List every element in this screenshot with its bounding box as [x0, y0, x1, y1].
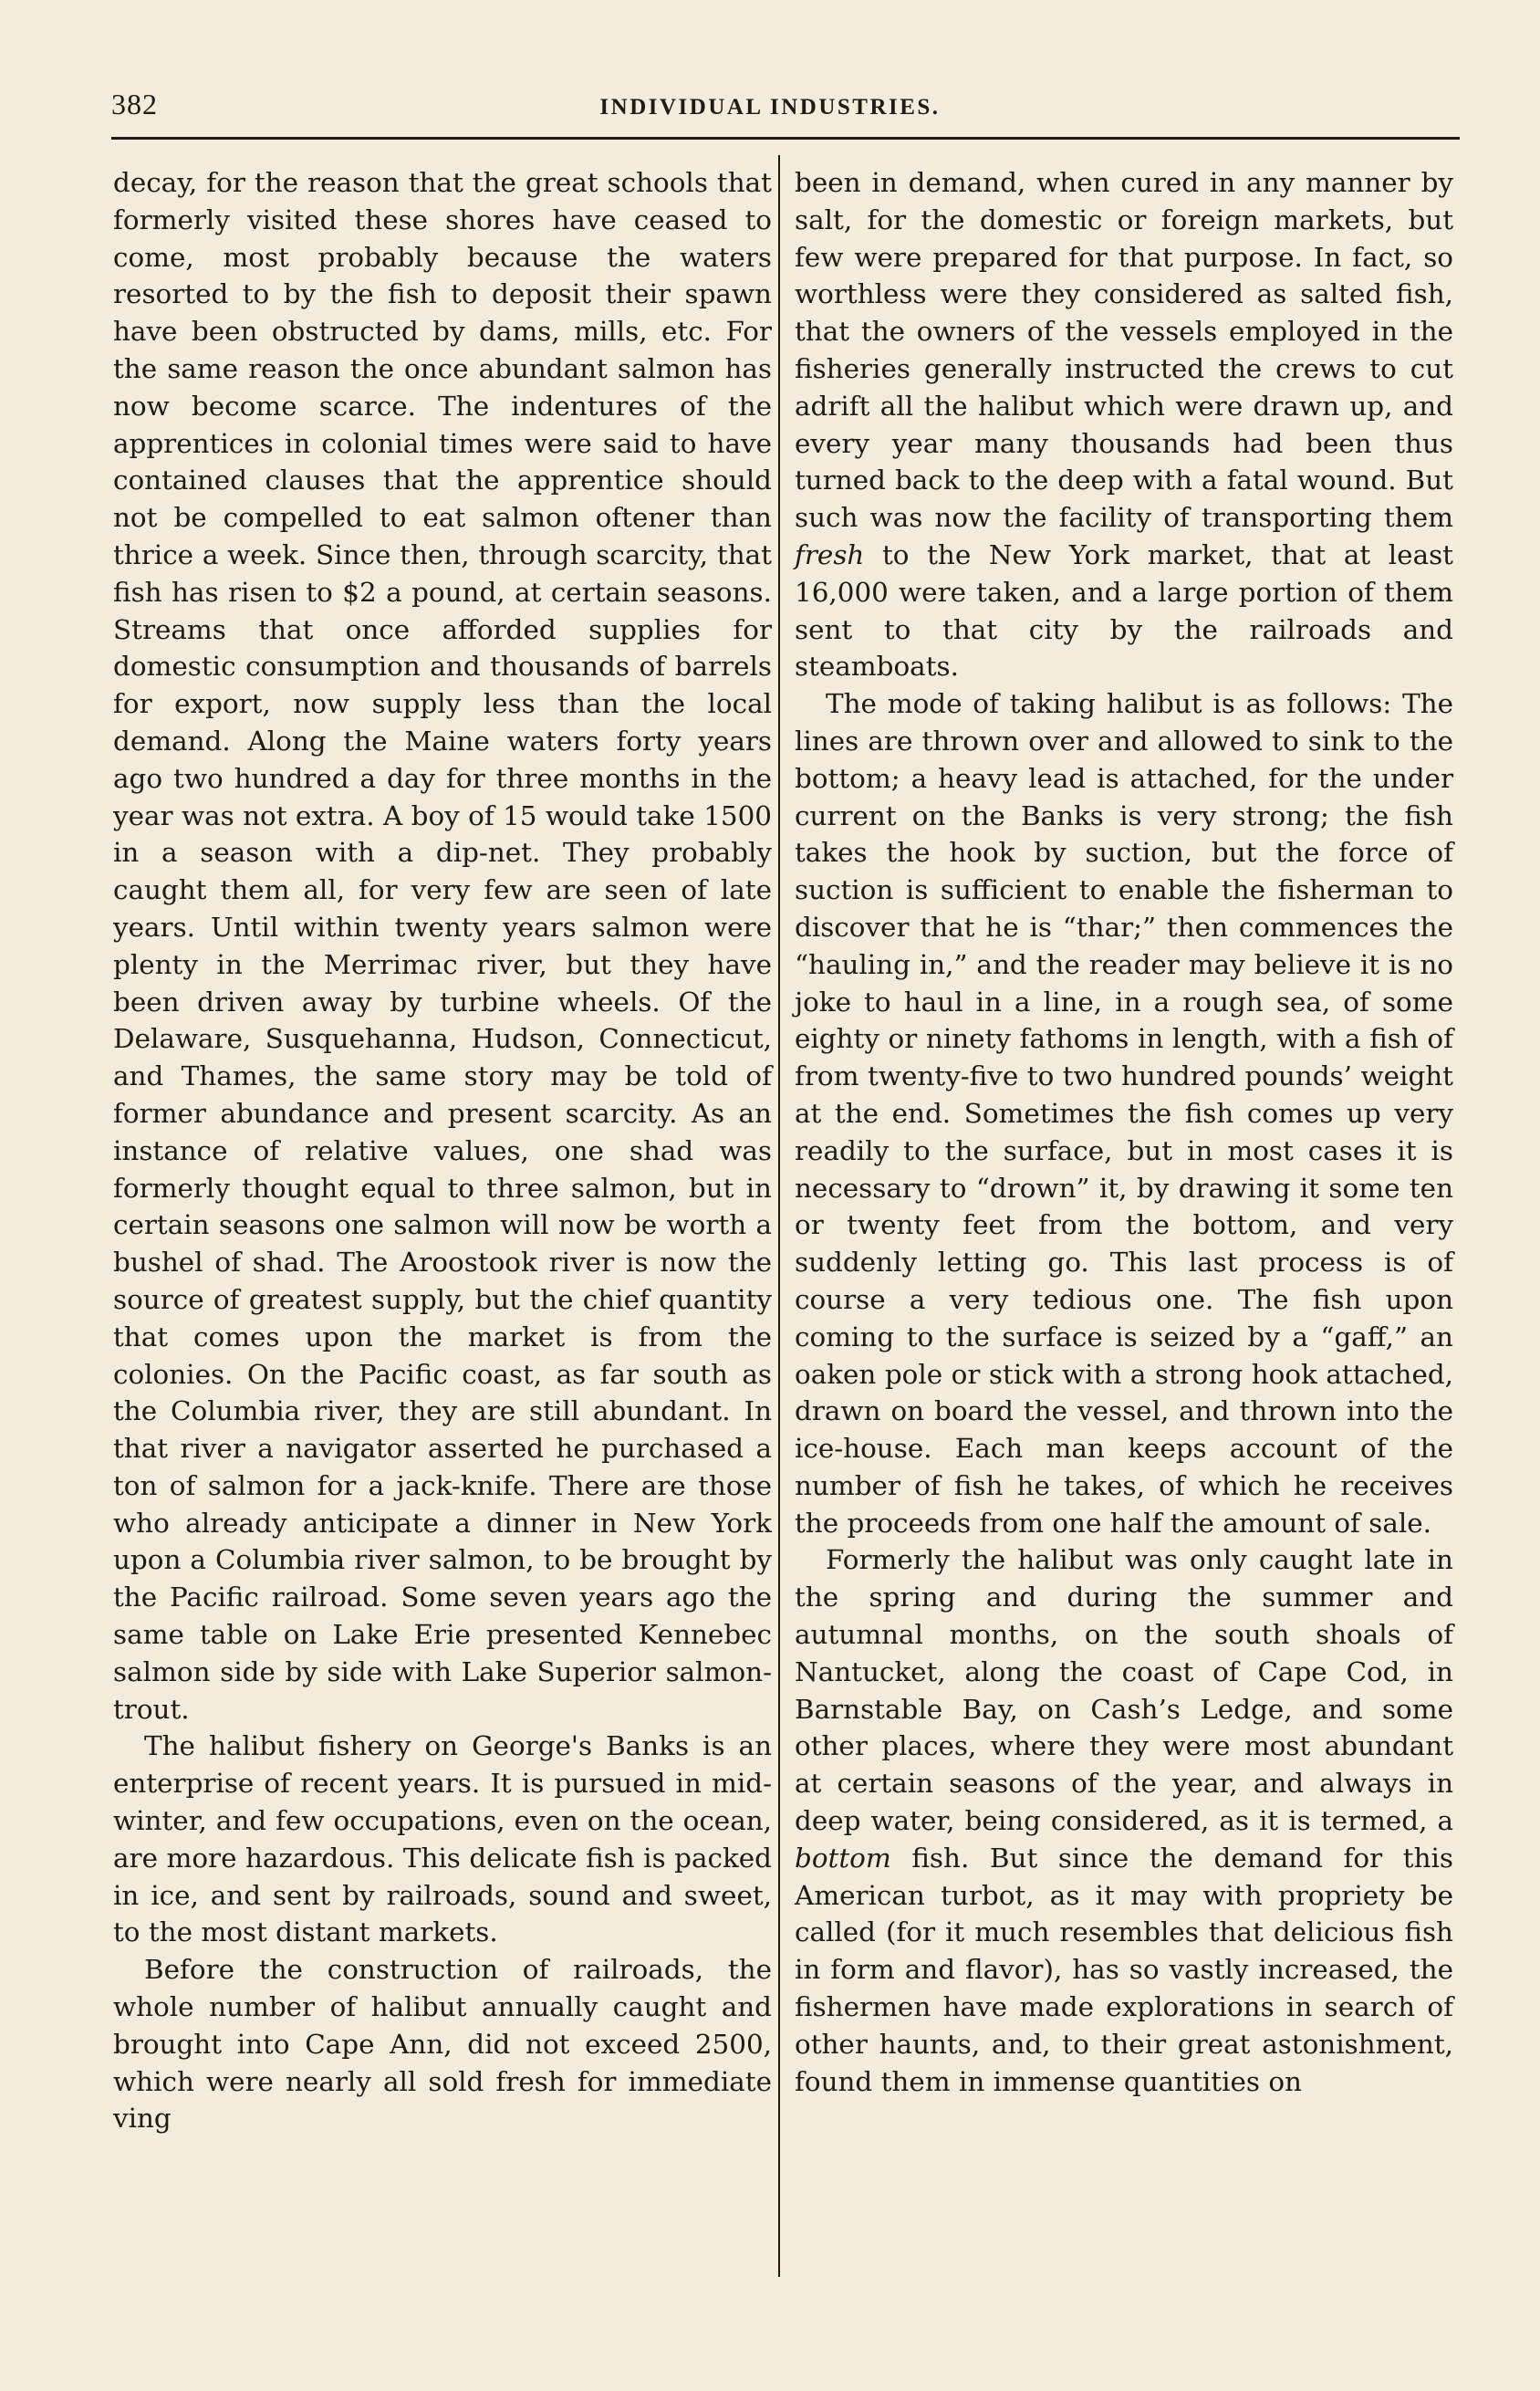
paragraph-salmon-decline: decay, for the reason that the great schools that formerly visited these shores have ceased to come, most probably because the waters resorted to by the fish to deposit their spawn have been obstructed by dams, mills, etc. For the same reason the once abundant salmon has now become scarce. The indentures of the apprentices in colonial times were said to have contained clauses that the apprentice should not be compelled to eat salmon oftener than thrice a week. Since then, through scarcity, that fish has risen to $2 a pound, at certain seasons. Streams that once afforded supplies for domestic consumption and thousands of barrels for export, now supply less than the local demand. Along the Maine waters forty years ago two hundred a day for three months in the year was not extra. A boy of 15 would take 1500 in a season with a dip-net. They probably caught them all, for very few are seen of late years. Until within twenty years salmon were plenty in the Merrimac river, but they have been driven away by turbine wheels. Of the Delaware, Susquehanna, Hudson, Connecticut, and Thames, the same story may be told of former abundance and present scarcity. As an instance of relative values, one shad was formerly thought equal to three salmon, but in certain seasons one salmon will now be worth a bushel of shad. The Aroostook river is now the source of greatest supply, but the chief quantity that comes upon the market is from the colonies. On the Pacific coast, as far south as the Columbia river, they are still abundant. In that river a navigator asserted he purchased a ton of salmon for a jack-knife. There are those who already anticipate a dinner in New York upon a Columbia river salmon, to be brought by the Pacific railroad. Some seven years ago the same table on Lake Erie presented Kennebec salmon side by side with Lake Superior salmon-trout. — [113, 167, 772, 1725]
paragraph-halibut-demand — [795, 164, 1453, 685]
page-number: 382 — [111, 88, 158, 120]
text-segment: to the New York market, that at least 16,000 were taken, and a large portion of them sent to that city by the railroads and steamboats. — [795, 538, 1453, 683]
text-segment: fish. But since the demand for this American turbot, as it may with propriety be called (for it much resembles that delicious fish in form and flavor), has so vastly increased, the fishermen have made explorations in search of other haunts, and, to their great astonishment, found them in immense quantities on — [795, 1842, 1453, 2097]
text-segment: Formerly the halibut was only caught late in the spring and during the summer and autumnal months, on the south shoals of Nantucket, along the coast of Cape Cod, in Barnstable Bay, on Cash’s Ledge, and some other places, where they were most abundant at certain seasons of the year, and always in deep water, being considered, as it is termed, a — [795, 1544, 1453, 1837]
left-column — [113, 164, 772, 2137]
header-rule — [111, 137, 1460, 140]
running-title: INDIVIDUAL INDUSTRIES. — [599, 95, 941, 120]
italic-word: bottom — [795, 1842, 891, 1874]
column-divider — [778, 155, 780, 2277]
paragraph-before-railroads: Before the construction of railroads, the whole number of halibut annually caught and brought into Cape Ann, did not exceed 2500, which were nearly all sold fresh for immediate ving — [113, 1954, 772, 2135]
text-segment: been in demand, when cured in any manner by salt, for the domestic or foreign markets, but few were prepared for that purpose. In fact, so worthless were they considered as salted fish, that the owners of the vessels employed in the fisheries generally instructed the crews to cut adrift all the halibut which were drawn up, and every year many thousands had been thus turned back to the deep with a fatal wound. But such was now the facility of transporting them — [795, 167, 1453, 534]
paragraph-halibut-fishery: The halibut fishery on George's Banks is an enterprise of recent years. It is pursued in mid-winter, and few occupations, even on the ocean, are more hazardous. This delicate fish is packed in ice, and sent by railroads, sound and sweet, to the most distant markets. — [113, 1730, 772, 1948]
right-column — [795, 164, 1453, 2100]
paragraph-mode-of-taking: The mode of taking halibut is as follows: The lines are thrown over and allowed to sink to the bottom; a heavy lead is attached, for the under current on the Banks is very strong; the fish takes the hook by suction, but the force of suction is sufficient to enable the fisherman to discover that he is “thar;” then commences the “hauling in,” and the reader may believe it is no joke to haul in a line, in a rough sea, of some eighty or ninety fathoms in length, with a fish of from twenty-five to two hundred pounds’ weight at the end. Sometimes the fish comes up very readily to the surface, but in most cases it is necessary to “drown” it, by drawing it some ten or twenty feet from the bottom, and very suddenly letting go. This last process is of course a very tedious one. The fish upon coming to the surface is seized by a “gaff,” an oaken pole or stick with a strong hook attached, drawn on board the vessel, and thrown into the ice-house. Each man keeps account of the number of fish he takes, of which he receives the proceeds from one half the amount of sale. — [795, 688, 1453, 1539]
paragraph-formerly-caught — [795, 1541, 1453, 2100]
italic-word: fresh — [795, 538, 865, 570]
